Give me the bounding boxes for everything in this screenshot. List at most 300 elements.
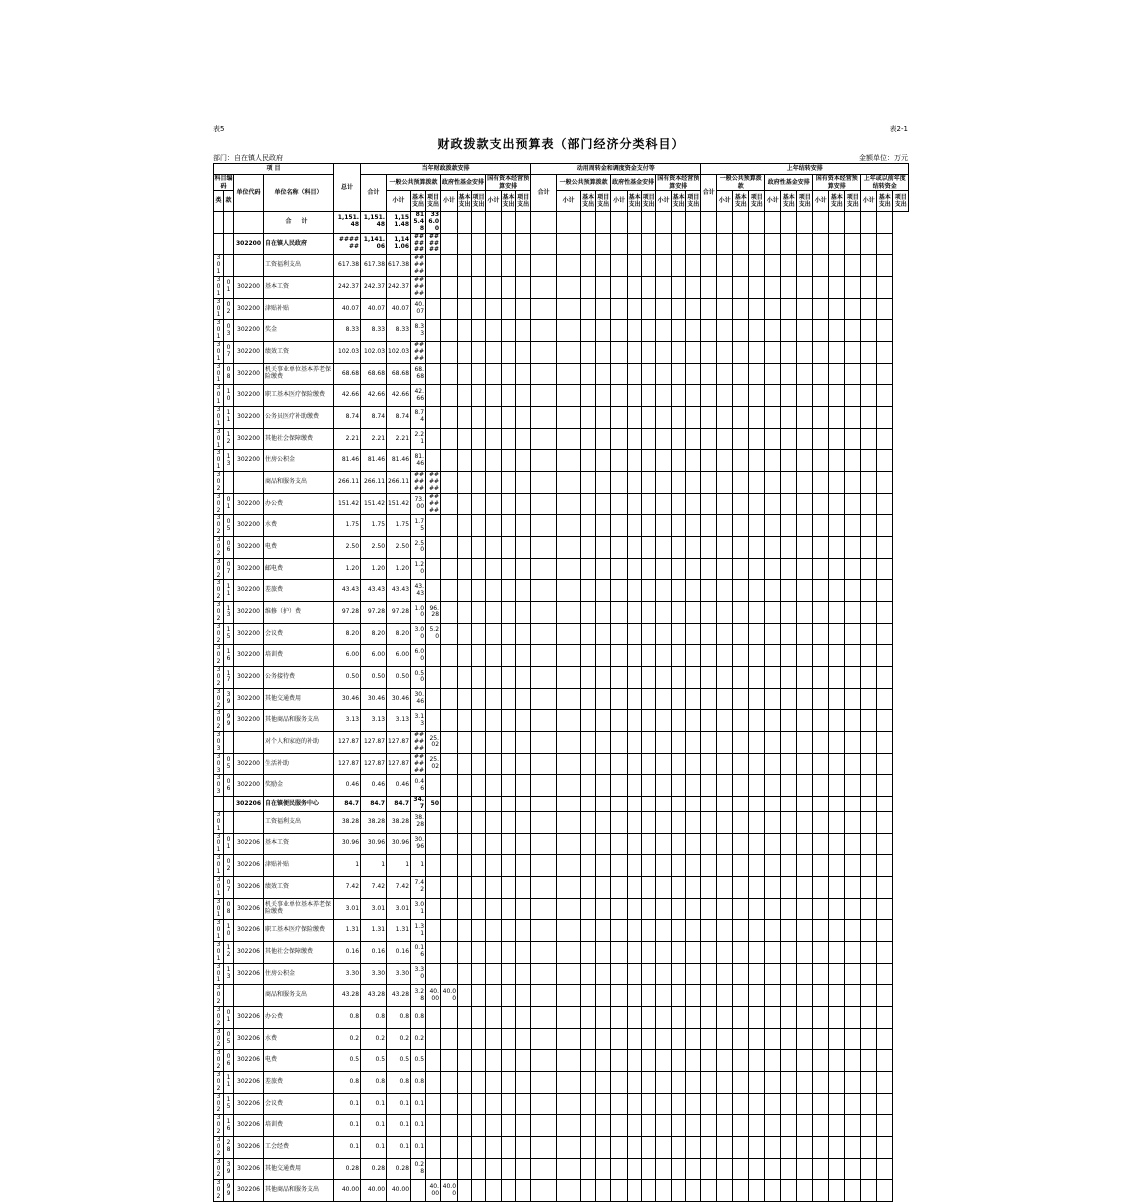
value-cell xyxy=(656,1071,672,1093)
subject-name-cell: 培训费 xyxy=(264,1115,334,1137)
value-cell xyxy=(781,407,797,429)
value-cell xyxy=(581,537,596,559)
value-cell: 1.20 xyxy=(411,558,426,580)
value-cell xyxy=(829,833,845,855)
value-cell xyxy=(877,298,893,320)
value-cell xyxy=(845,797,861,812)
value-cell xyxy=(557,298,581,320)
value-cell xyxy=(516,920,531,942)
value-cell xyxy=(426,775,441,797)
value-cell xyxy=(861,775,877,797)
value-cell xyxy=(672,645,686,667)
value-cell xyxy=(516,1071,531,1093)
table-row xyxy=(214,320,909,342)
value-cell xyxy=(781,428,797,450)
value-cell xyxy=(581,212,596,234)
class-code-cell: 301 xyxy=(214,898,224,920)
value-cell xyxy=(611,1158,628,1180)
value-cell xyxy=(611,732,628,754)
value-cell xyxy=(845,688,861,710)
item-code-cell: 12 xyxy=(224,941,234,963)
value-cell xyxy=(441,1137,458,1159)
value-cell: 0.46 xyxy=(411,775,426,797)
value-cell xyxy=(845,1115,861,1137)
value-cell xyxy=(596,667,611,689)
value-cell xyxy=(502,1028,516,1050)
value-cell xyxy=(717,623,733,645)
unit-code-cell: 302206 xyxy=(234,963,264,985)
value-cell xyxy=(426,385,441,407)
value-cell xyxy=(516,212,531,234)
value-cell xyxy=(581,623,596,645)
value-cell xyxy=(656,667,672,689)
value-cell xyxy=(813,342,829,364)
value-cell: 1.75 xyxy=(411,515,426,537)
value-cell xyxy=(611,833,628,855)
item-code-cell: 03 xyxy=(224,320,234,342)
value-cell: 8.74 xyxy=(334,407,361,429)
unit-code-cell: 302200 xyxy=(234,775,264,797)
value-cell xyxy=(486,1093,502,1115)
value-cell xyxy=(581,1093,596,1115)
value-cell xyxy=(611,1093,628,1115)
value-cell: 8.33 xyxy=(411,320,426,342)
value-cell xyxy=(781,1137,797,1159)
value-cell xyxy=(749,298,765,320)
value-cell: 81.46 xyxy=(411,450,426,472)
value-cell xyxy=(628,898,642,920)
value-cell xyxy=(581,515,596,537)
table-row xyxy=(214,558,909,580)
value-cell xyxy=(628,342,642,364)
page-title: 财政拨款支出预算表（部门经济分类科目） xyxy=(437,137,685,151)
value-cell xyxy=(797,537,813,559)
item-code-cell: 11 xyxy=(224,580,234,602)
value-cell xyxy=(581,876,596,898)
value-cell xyxy=(877,1050,893,1072)
header-cell: 合计 xyxy=(361,175,387,212)
value-cell xyxy=(486,472,502,494)
unit-code-cell: 302200 xyxy=(234,623,264,645)
value-cell xyxy=(458,688,472,710)
value-cell xyxy=(701,688,717,710)
value-cell xyxy=(516,667,531,689)
value-cell xyxy=(749,1006,765,1028)
value-cell xyxy=(861,602,877,624)
value-cell xyxy=(486,688,502,710)
value-cell xyxy=(672,667,686,689)
value-cell xyxy=(701,985,717,1007)
value-cell xyxy=(516,963,531,985)
value-cell xyxy=(686,1158,701,1180)
value-cell xyxy=(672,688,686,710)
value-cell xyxy=(797,385,813,407)
value-cell xyxy=(581,1028,596,1050)
class-code-cell: 301 xyxy=(214,363,224,385)
value-cell xyxy=(642,920,656,942)
value-cell xyxy=(829,941,845,963)
class-code-cell: 302 xyxy=(214,602,224,624)
value-cell xyxy=(861,298,877,320)
value-cell xyxy=(701,342,717,364)
value-cell xyxy=(642,710,656,732)
value-cell: 8.20 xyxy=(334,623,361,645)
value-cell xyxy=(781,385,797,407)
value-cell xyxy=(877,537,893,559)
value-cell xyxy=(813,320,829,342)
subject-name-cell: 电费 xyxy=(264,1050,334,1072)
value-cell: 151.42 xyxy=(334,493,361,515)
value-cell xyxy=(749,493,765,515)
value-cell xyxy=(781,1006,797,1028)
value-cell xyxy=(765,277,781,299)
value-cell xyxy=(441,710,458,732)
value-cell xyxy=(672,602,686,624)
value-cell xyxy=(733,941,749,963)
item-code-cell: 02 xyxy=(224,855,234,877)
value-cell: ###### xyxy=(411,277,426,299)
value-cell xyxy=(458,920,472,942)
value-cell xyxy=(531,1050,557,1072)
value-cell: 40.00 xyxy=(426,1180,441,1202)
value-cell xyxy=(781,963,797,985)
value-cell xyxy=(861,797,877,812)
value-cell xyxy=(733,876,749,898)
value-cell xyxy=(458,855,472,877)
value-cell xyxy=(458,493,472,515)
table-head xyxy=(214,164,909,212)
table-row xyxy=(214,710,909,732)
value-cell xyxy=(516,775,531,797)
value-cell xyxy=(502,233,516,255)
table-row xyxy=(214,428,909,450)
value-cell xyxy=(781,941,797,963)
value-cell xyxy=(642,255,656,277)
value-cell xyxy=(686,212,701,234)
value-cell xyxy=(642,732,656,754)
value-cell xyxy=(486,385,502,407)
unit-code-cell: 302206 xyxy=(234,1158,264,1180)
value-cell xyxy=(458,1006,472,1028)
header-cell: 基本支出 xyxy=(672,191,686,212)
item-code-cell: 11 xyxy=(224,407,234,429)
value-cell xyxy=(733,385,749,407)
value-cell xyxy=(472,753,486,775)
value-cell xyxy=(861,1158,877,1180)
unit-code-cell: 302200 xyxy=(234,667,264,689)
value-cell xyxy=(845,342,861,364)
value-cell: 336.00 xyxy=(426,212,441,234)
value-cell xyxy=(861,876,877,898)
value-cell xyxy=(861,385,877,407)
value-cell xyxy=(581,1006,596,1028)
header-cell: 项目支出 xyxy=(472,191,486,212)
value-cell xyxy=(686,363,701,385)
table-row xyxy=(214,450,909,472)
value-cell xyxy=(701,385,717,407)
value-cell xyxy=(611,277,628,299)
value-cell xyxy=(686,667,701,689)
value-cell xyxy=(596,753,611,775)
value-cell xyxy=(472,732,486,754)
value-cell xyxy=(441,537,458,559)
value-cell xyxy=(486,450,502,472)
value-cell: 1,151.48 xyxy=(361,212,387,234)
value-cell xyxy=(486,623,502,645)
value-cell xyxy=(717,602,733,624)
value-cell xyxy=(596,1050,611,1072)
value-cell xyxy=(426,1071,441,1093)
subject-name-cell: 培训费 xyxy=(264,645,334,667)
value-cell xyxy=(656,493,672,515)
value-cell xyxy=(531,385,557,407)
value-cell xyxy=(781,537,797,559)
value-cell: 0.2 xyxy=(387,1028,411,1050)
value-cell xyxy=(486,580,502,602)
value-cell: 8.33 xyxy=(361,320,387,342)
value-cell xyxy=(861,753,877,775)
value-cell xyxy=(441,833,458,855)
table-row xyxy=(214,298,909,320)
value-cell xyxy=(458,320,472,342)
value-cell xyxy=(861,342,877,364)
value-cell xyxy=(861,623,877,645)
unit-code-cell: 302206 xyxy=(234,797,264,812)
value-cell xyxy=(829,277,845,299)
value-cell xyxy=(749,797,765,812)
value-cell xyxy=(845,537,861,559)
value-cell xyxy=(797,797,813,812)
value-cell xyxy=(861,537,877,559)
value-cell xyxy=(486,985,502,1007)
value-cell xyxy=(596,233,611,255)
value-cell xyxy=(426,255,441,277)
value-cell xyxy=(642,277,656,299)
value-cell xyxy=(749,515,765,537)
value-cell: 38.28 xyxy=(334,811,361,833)
value-cell xyxy=(733,1137,749,1159)
value-cell xyxy=(611,1115,628,1137)
value-cell xyxy=(733,493,749,515)
value-cell xyxy=(516,342,531,364)
value-cell xyxy=(486,320,502,342)
value-cell xyxy=(781,1093,797,1115)
value-cell xyxy=(717,255,733,277)
class-code-cell: 302 xyxy=(214,688,224,710)
value-cell xyxy=(557,855,581,877)
value-cell xyxy=(813,298,829,320)
value-cell xyxy=(861,212,877,234)
value-cell: 5.20 xyxy=(426,623,441,645)
value-cell xyxy=(733,472,749,494)
value-cell xyxy=(749,407,765,429)
value-cell xyxy=(656,876,672,898)
item-code-cell: 12 xyxy=(224,428,234,450)
value-cell xyxy=(733,1180,749,1202)
value-cell xyxy=(426,833,441,855)
value-cell xyxy=(557,732,581,754)
value-cell xyxy=(829,898,845,920)
value-cell xyxy=(686,688,701,710)
value-cell xyxy=(686,753,701,775)
value-cell xyxy=(458,775,472,797)
value-cell xyxy=(628,515,642,537)
value-cell xyxy=(845,985,861,1007)
value-cell xyxy=(441,342,458,364)
value-cell xyxy=(781,855,797,877)
subject-name-cell: 商品和服务支出 xyxy=(264,472,334,494)
value-cell xyxy=(877,233,893,255)
value-cell xyxy=(628,472,642,494)
value-cell xyxy=(611,645,628,667)
value-cell: 0.28 xyxy=(361,1158,387,1180)
value-cell: 6.00 xyxy=(387,645,411,667)
class-code-cell: 302 xyxy=(214,710,224,732)
value-cell xyxy=(502,645,516,667)
value-cell: 1.20 xyxy=(387,558,411,580)
value-cell xyxy=(701,855,717,877)
table-body xyxy=(214,212,909,1202)
value-cell xyxy=(581,667,596,689)
value-cell xyxy=(733,920,749,942)
value-cell xyxy=(628,775,642,797)
value-cell xyxy=(656,342,672,364)
value-cell: 30.46 xyxy=(334,688,361,710)
unit-code-cell xyxy=(234,811,264,833)
value-cell xyxy=(861,450,877,472)
value-cell xyxy=(426,1050,441,1072)
class-code-cell: 302 xyxy=(214,1028,224,1050)
value-cell: 84.7 xyxy=(361,797,387,812)
value-cell xyxy=(672,493,686,515)
value-cell xyxy=(531,537,557,559)
value-cell xyxy=(642,363,656,385)
value-cell: 127.87 xyxy=(334,732,361,754)
value-cell xyxy=(813,833,829,855)
value-cell: 0.8 xyxy=(361,1006,387,1028)
value-cell xyxy=(701,1137,717,1159)
header-cell: 基本支出 xyxy=(877,191,893,212)
subject-name-cell: 基本工资 xyxy=(264,277,334,299)
value-cell xyxy=(516,732,531,754)
value-cell xyxy=(581,298,596,320)
value-cell xyxy=(829,1158,845,1180)
unit-code-cell: 302206 xyxy=(234,1071,264,1093)
value-cell xyxy=(717,833,733,855)
value-cell xyxy=(781,1050,797,1072)
value-cell xyxy=(765,342,781,364)
value-cell xyxy=(701,407,717,429)
value-cell xyxy=(813,580,829,602)
value-cell xyxy=(596,797,611,812)
value-cell xyxy=(441,1115,458,1137)
header-cell: 一般公共预算拨款 xyxy=(387,175,441,191)
value-cell xyxy=(749,385,765,407)
value-cell xyxy=(701,537,717,559)
value-cell xyxy=(813,255,829,277)
unit-code-cell: 302200 xyxy=(234,407,264,429)
value-cell xyxy=(531,515,557,537)
value-cell xyxy=(581,493,596,515)
value-cell xyxy=(557,342,581,364)
value-cell xyxy=(441,212,458,234)
value-cell xyxy=(733,342,749,364)
value-cell xyxy=(502,320,516,342)
value-cell: 1.75 xyxy=(387,515,411,537)
value-cell: 0.1 xyxy=(334,1093,361,1115)
value-cell xyxy=(472,1093,486,1115)
value-cell xyxy=(813,385,829,407)
value-cell xyxy=(642,342,656,364)
value-cell xyxy=(441,941,458,963)
value-cell xyxy=(781,876,797,898)
value-cell xyxy=(458,558,472,580)
value-cell xyxy=(829,320,845,342)
value-cell: 25.02 xyxy=(426,753,441,775)
value-cell xyxy=(733,277,749,299)
value-cell xyxy=(656,407,672,429)
value-cell xyxy=(733,233,749,255)
value-cell xyxy=(516,580,531,602)
value-cell xyxy=(686,898,701,920)
value-cell xyxy=(686,298,701,320)
value-cell xyxy=(877,688,893,710)
table-row xyxy=(214,212,909,234)
header-cell: 小计 xyxy=(861,191,877,212)
unit-code-cell: 302200 xyxy=(234,645,264,667)
value-cell xyxy=(813,855,829,877)
value-cell xyxy=(472,876,486,898)
value-cell: 30.96 xyxy=(411,833,426,855)
value-cell xyxy=(441,876,458,898)
value-cell xyxy=(845,732,861,754)
value-cell xyxy=(797,493,813,515)
subject-name-cell: 基本工资 xyxy=(264,833,334,855)
value-cell xyxy=(628,255,642,277)
department-line: 部门：自在镇人民政府 xyxy=(213,154,283,162)
value-cell xyxy=(516,985,531,1007)
value-cell: 0.2 xyxy=(411,1028,426,1050)
value-cell xyxy=(861,1093,877,1115)
value-cell xyxy=(486,342,502,364)
value-cell xyxy=(426,963,441,985)
table-row xyxy=(214,876,909,898)
table-row xyxy=(214,1006,909,1028)
value-cell xyxy=(557,963,581,985)
value-cell xyxy=(861,855,877,877)
value-cell: 2.50 xyxy=(361,537,387,559)
value-cell xyxy=(516,277,531,299)
unit-code-cell xyxy=(234,732,264,754)
value-cell xyxy=(781,212,797,234)
value-cell: ###### xyxy=(426,472,441,494)
value-cell: ###### xyxy=(411,753,426,775)
value-cell xyxy=(516,385,531,407)
header-cell: 类 xyxy=(214,191,224,212)
item-code-cell: 05 xyxy=(224,753,234,775)
value-cell xyxy=(717,298,733,320)
value-cell xyxy=(557,602,581,624)
value-cell xyxy=(472,515,486,537)
value-cell: 8.33 xyxy=(334,320,361,342)
table-row xyxy=(214,472,909,494)
value-cell: 38.28 xyxy=(387,811,411,833)
class-code-cell: 301 xyxy=(214,255,224,277)
value-cell xyxy=(701,255,717,277)
value-cell xyxy=(531,255,557,277)
value-cell xyxy=(642,855,656,877)
value-cell xyxy=(472,537,486,559)
